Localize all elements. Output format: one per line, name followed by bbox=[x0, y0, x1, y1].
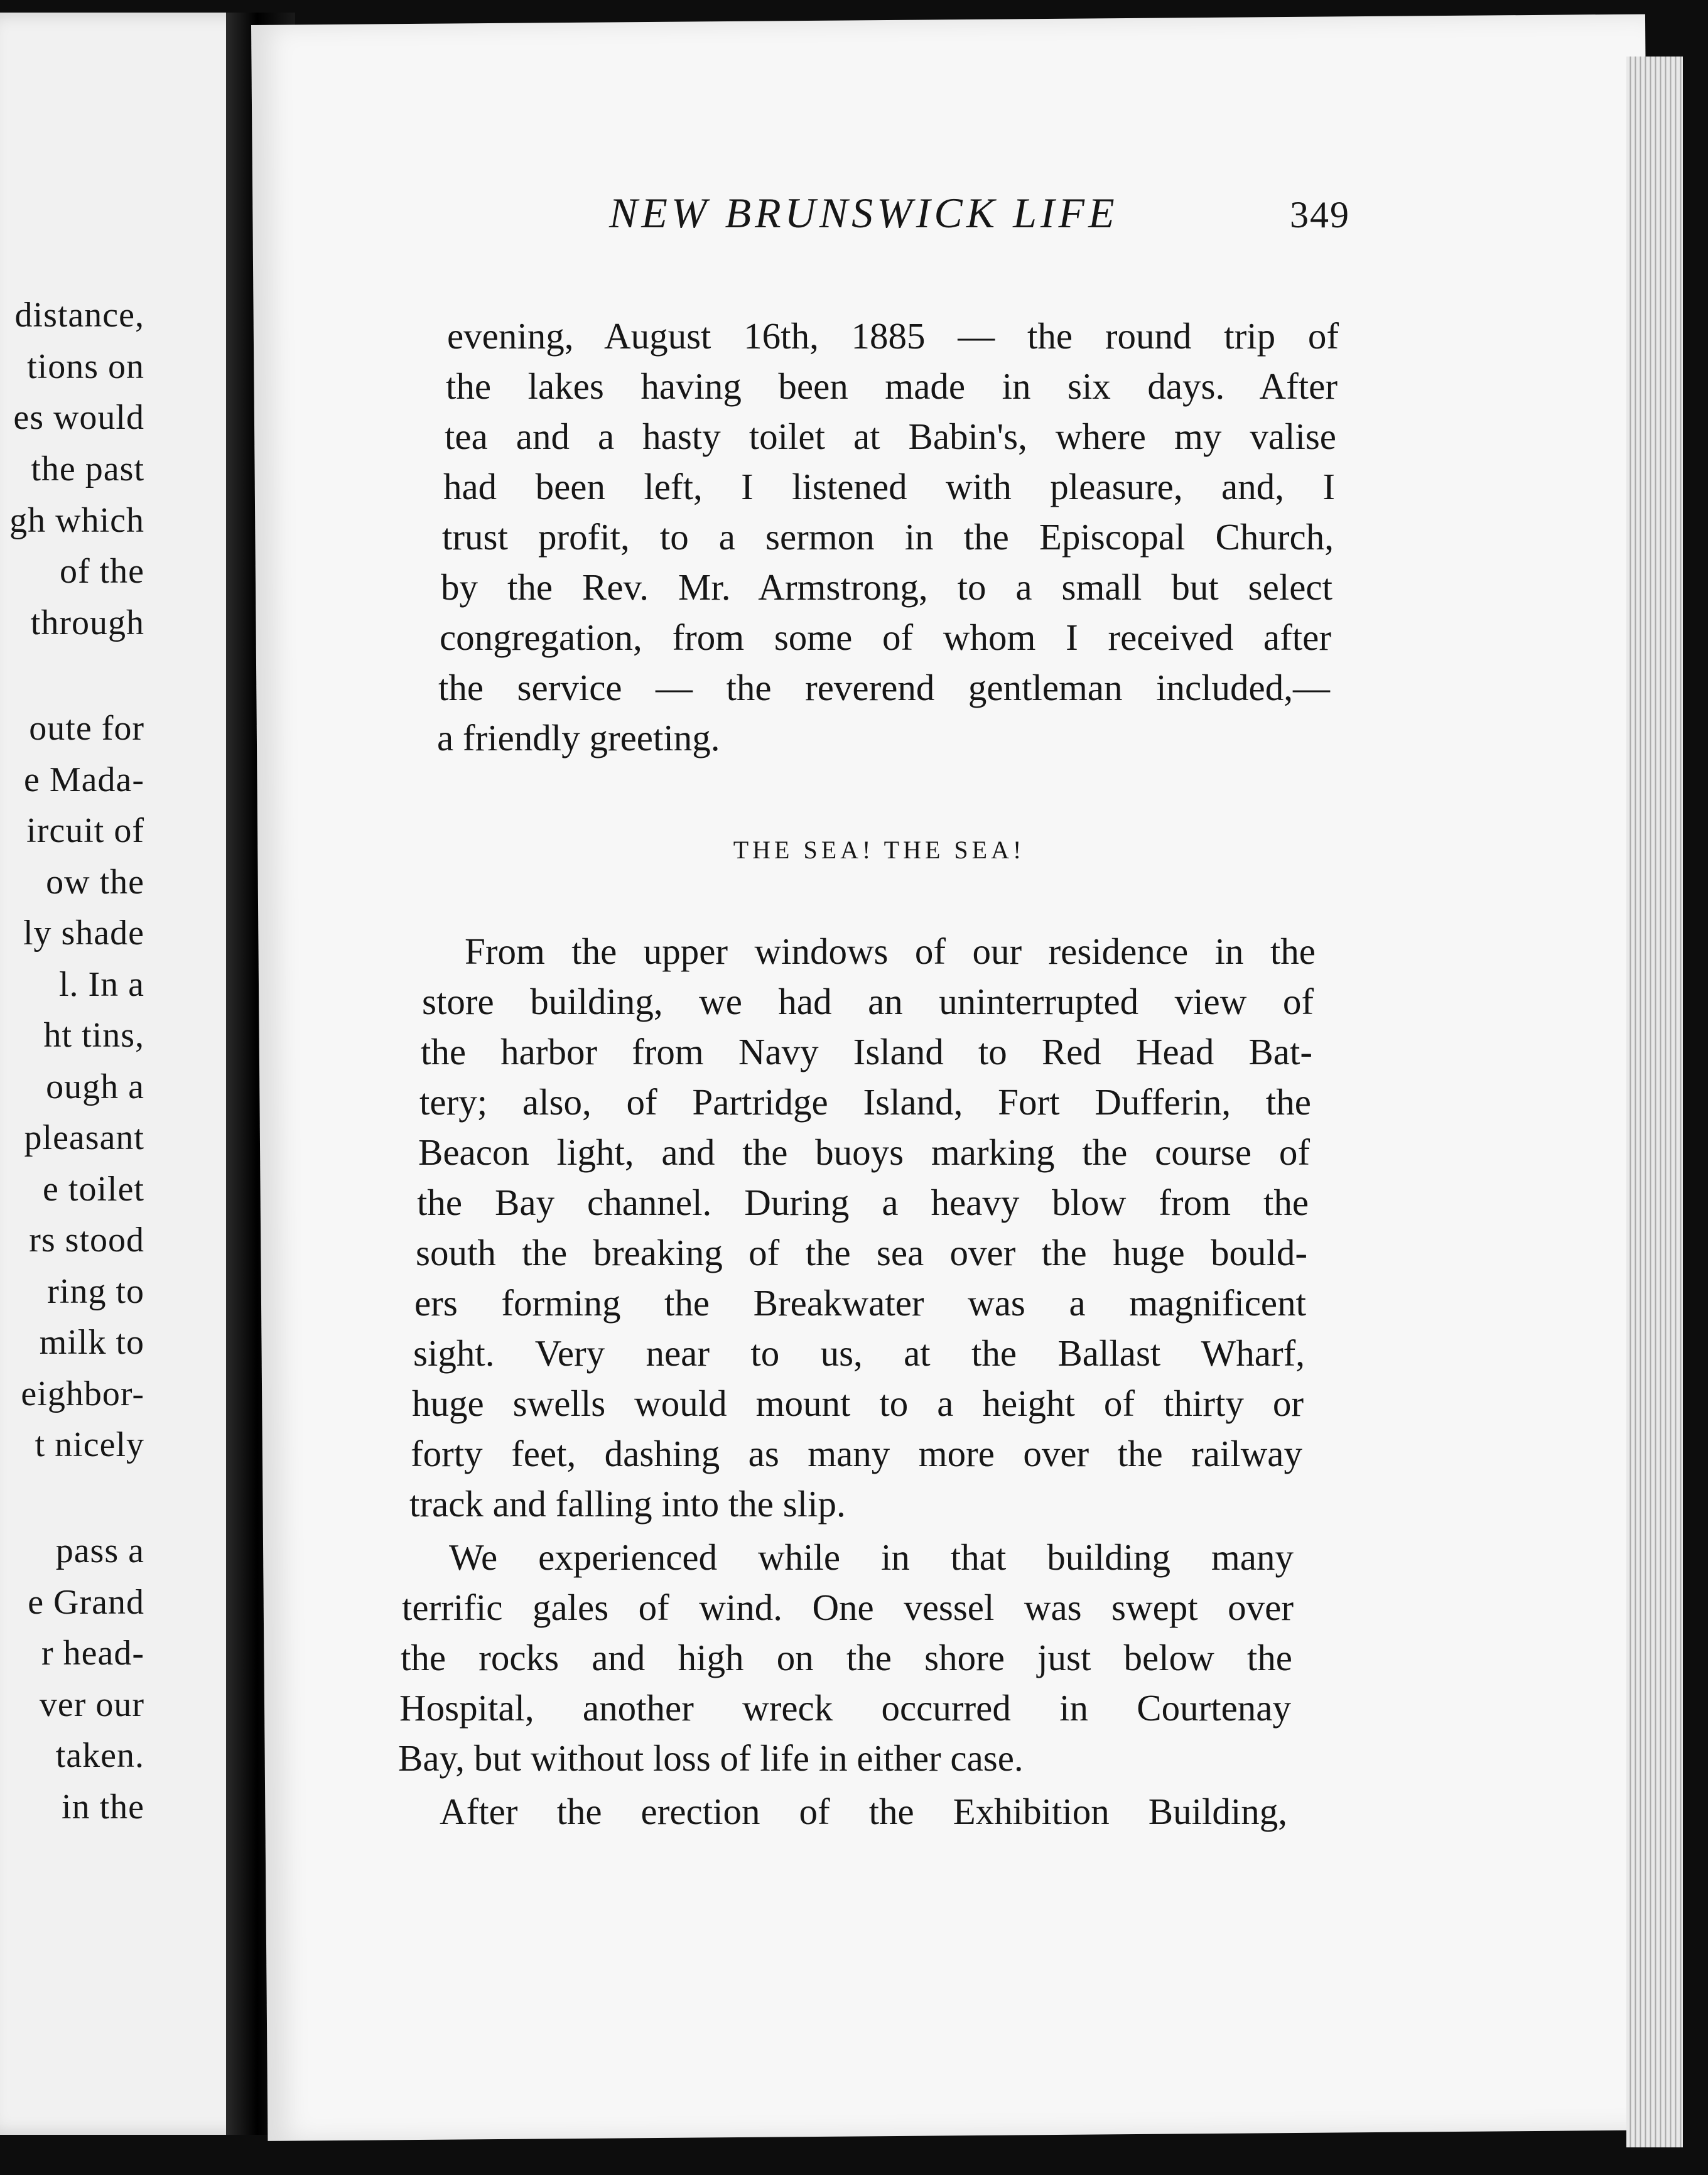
prev-page-line: eighbor- bbox=[21, 1374, 144, 1413]
prev-page-line: ow the bbox=[46, 863, 144, 902]
text-line: Hospital, another wreck occurred in Courtenay bbox=[399, 1687, 1291, 1729]
prev-page-line: e Mada- bbox=[23, 760, 144, 799]
prev-page-line: ring to bbox=[47, 1272, 144, 1311]
prev-page-line: pass a bbox=[55, 1531, 144, 1570]
prev-page-line: ough a bbox=[46, 1067, 144, 1106]
text-line: After the erection of the Exhibition Building, bbox=[440, 1791, 1287, 1832]
text-line: the harbor from Navy Island to Red Head Bat- bbox=[421, 1031, 1312, 1072]
text-line: by the Rev. Mr. Armstrong, to a small but select bbox=[441, 566, 1332, 608]
page-number: 349 bbox=[1290, 194, 1350, 235]
prev-page-line: ver our bbox=[39, 1685, 144, 1724]
text-line: the lakes having been made in six days. After bbox=[446, 365, 1338, 407]
prev-page-line: ircuit of bbox=[26, 811, 144, 850]
prev-page-line: l. In a bbox=[58, 965, 144, 1004]
text-line: From the upper windows of our residence in the bbox=[465, 931, 1316, 972]
text-line: tery; also, of Partridge Island, Fort Dufferin, the bbox=[419, 1081, 1311, 1123]
prev-page-line: gh which bbox=[9, 501, 144, 540]
section-title: THE SEA! THE SEA! bbox=[733, 836, 1025, 864]
text-line: sight. Very near to us, at the Ballast Wharf, bbox=[413, 1332, 1305, 1374]
prev-page-line: rs stood bbox=[29, 1221, 144, 1260]
text-line: the rocks and high on the shore just below the bbox=[401, 1637, 1292, 1678]
prev-page-line: ly shade bbox=[23, 914, 144, 953]
text-line: congregation, from some of whom I received after bbox=[440, 617, 1331, 658]
text-line: tea and a hasty toilet at Babin's, where my valise bbox=[445, 416, 1336, 457]
text-line: forty feet, dashing as many more over the railway bbox=[411, 1433, 1302, 1474]
text-line: Bay, but without loss of life in either case. bbox=[398, 1737, 1024, 1779]
prev-page-line: oute for bbox=[29, 709, 144, 748]
prev-page-line: distance, bbox=[14, 296, 144, 335]
prev-page-line: r head- bbox=[41, 1634, 144, 1673]
text-line: evening, August 16th, 1885 — the round trip of bbox=[447, 315, 1339, 357]
text-line: store building, we had an uninterrupted view of bbox=[422, 981, 1314, 1022]
prev-page-line: of the bbox=[59, 552, 144, 591]
running-title: NEW BRUNSWICK LIFE bbox=[609, 189, 1118, 237]
text-line: south the breaking of the sea over the huge bould- bbox=[416, 1232, 1307, 1273]
prev-page-line: es would bbox=[13, 398, 144, 437]
prev-page-line: e Grand bbox=[28, 1583, 144, 1622]
text-line: ers forming the Breakwater was a magnificent bbox=[414, 1282, 1306, 1324]
text-line: track and falling into the slip. bbox=[409, 1483, 846, 1525]
text-line: huge swells would mount to a height of thirty or bbox=[412, 1383, 1304, 1424]
prev-page-line: tions on bbox=[27, 347, 144, 386]
prev-page-line: through bbox=[30, 603, 144, 642]
page-edges bbox=[1626, 57, 1683, 2147]
text-line: a friendly greeting. bbox=[437, 717, 720, 758]
prev-page-line: t nicely bbox=[35, 1425, 144, 1464]
running-head bbox=[370, 188, 1350, 257]
text-line: trust profit, to a sermon in the Episcopal Church, bbox=[442, 516, 1334, 558]
text-line: terrific gales of wind. One vessel was swept over bbox=[402, 1587, 1294, 1628]
prev-page-line: taken. bbox=[55, 1736, 144, 1775]
prev-page-line: the past bbox=[31, 450, 144, 488]
prev-page-line: pleasant bbox=[24, 1118, 144, 1157]
prev-page-line: e toilet bbox=[43, 1170, 144, 1209]
text-line: We experienced while in that building many bbox=[449, 1536, 1294, 1578]
prev-page-line: milk to bbox=[39, 1323, 144, 1362]
text-line: had been left, I listened with pleasure, and, I bbox=[443, 466, 1335, 507]
prev-page-line: ht tins, bbox=[43, 1016, 144, 1055]
prev-page-line: in the bbox=[62, 1788, 144, 1827]
text-line: the Bay channel. During a heavy blow from the bbox=[417, 1182, 1309, 1223]
text-line: Beacon light, and the buoys marking the course of bbox=[418, 1131, 1310, 1173]
text-line: the service — the reverend gentleman included,— bbox=[438, 667, 1330, 708]
